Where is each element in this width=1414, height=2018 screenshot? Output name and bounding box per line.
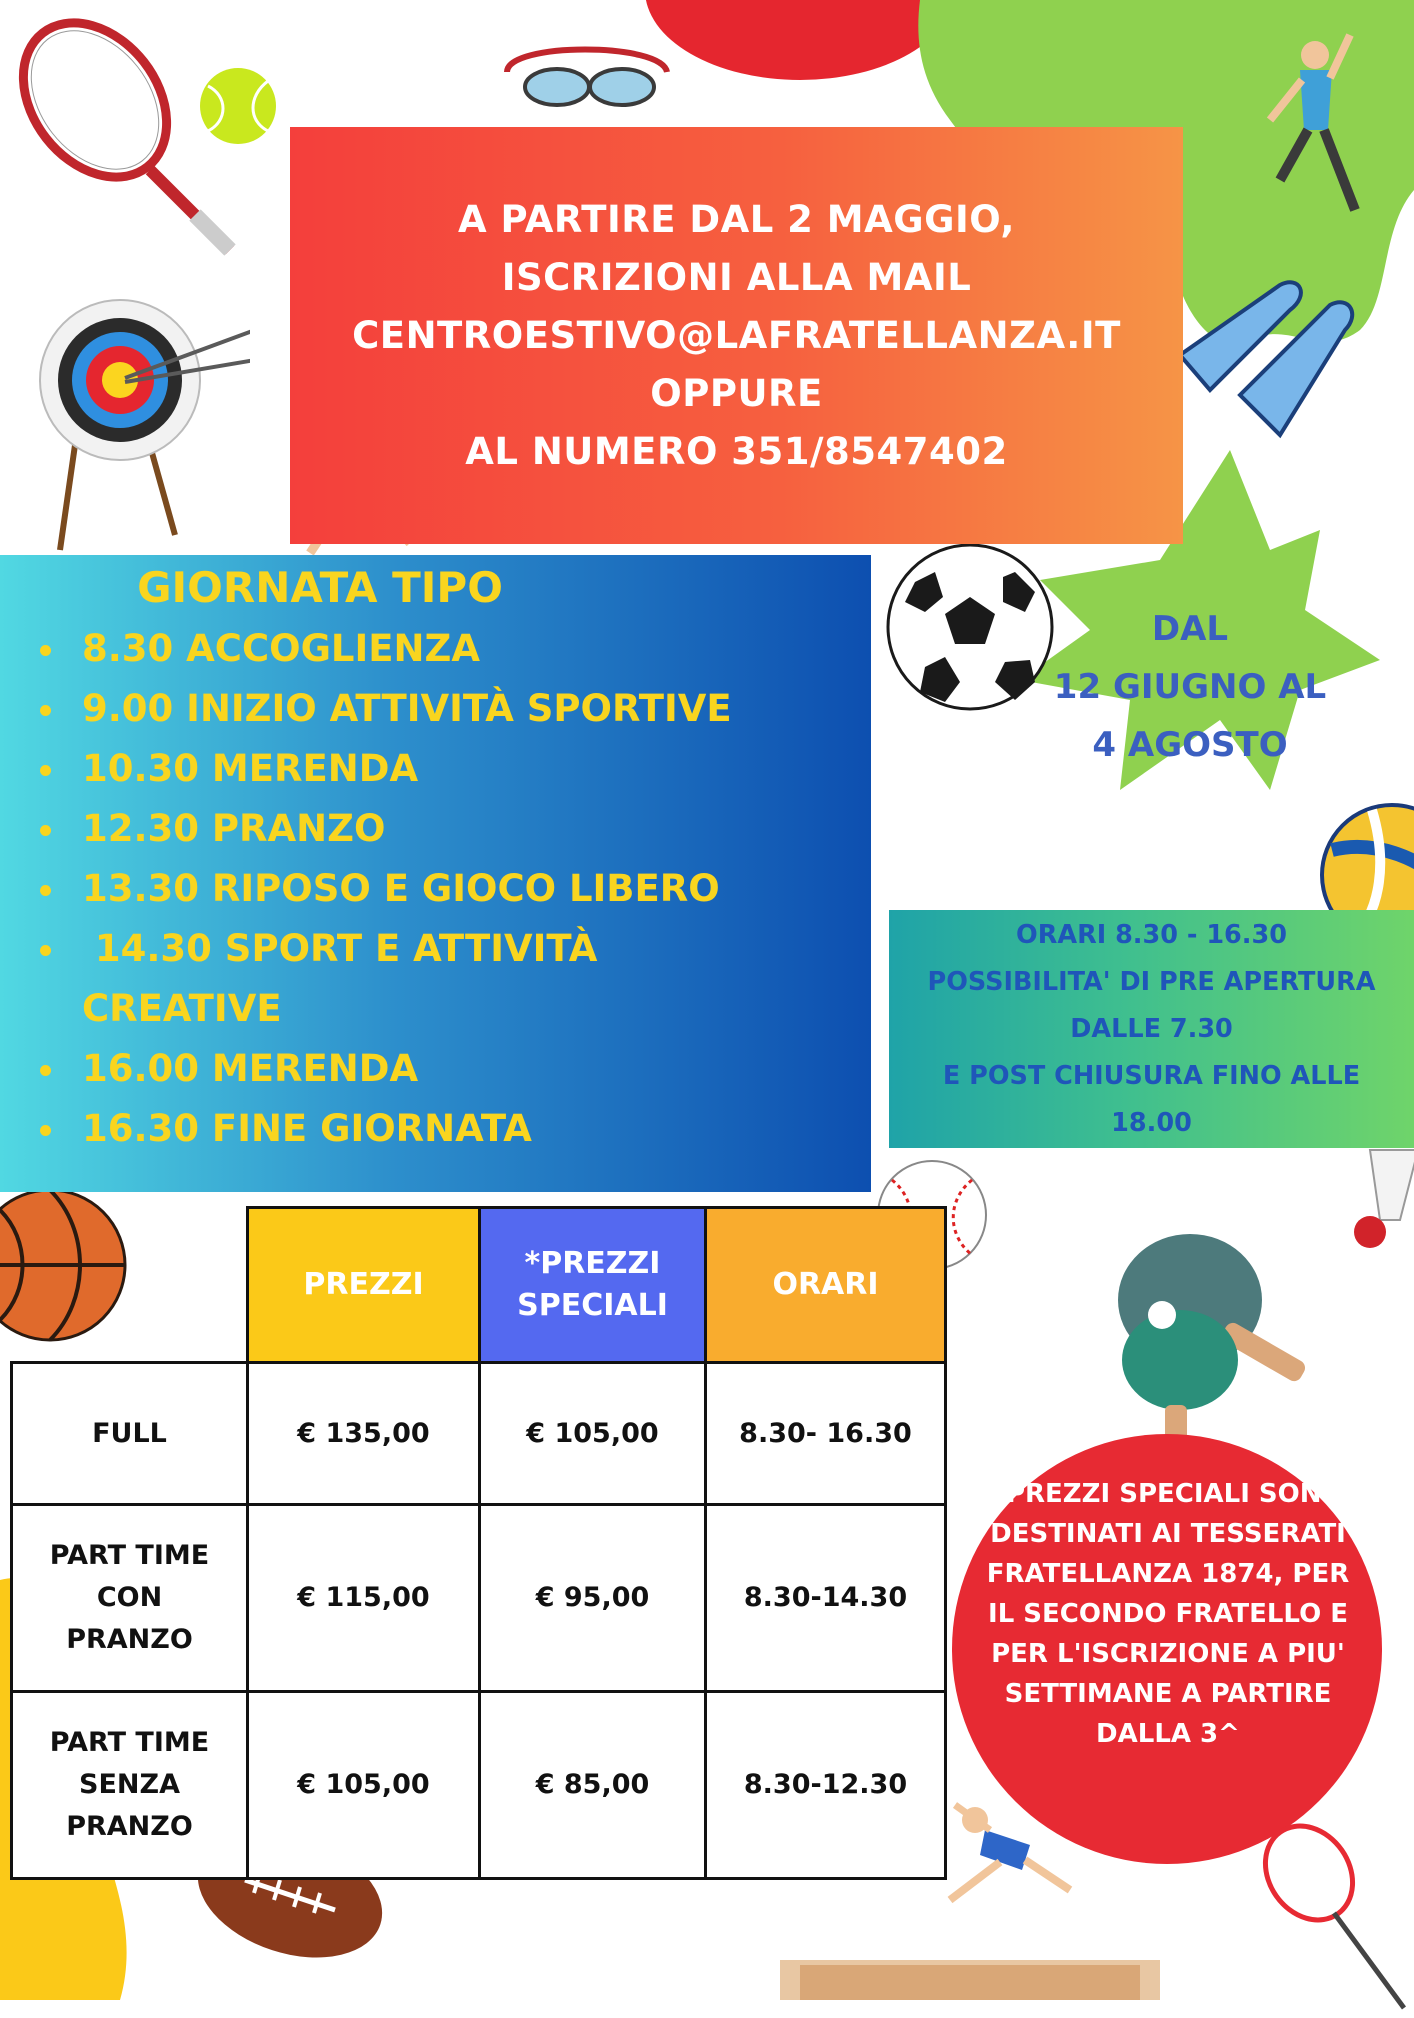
header-prices: PREZZI [248,1208,480,1363]
header-special-prices [480,1208,706,1363]
row-price: € 115,00 [248,1505,480,1692]
row-label-text: PART TIME SENZA PRANZO [49,1727,210,1842]
registration-email-link[interactable]: CENTROESTIVO@LAFRATELLANZA.IT [352,313,1121,357]
hours-info-box [889,910,1414,1148]
shuttlecock-icon [1340,1140,1414,1260]
ping-pong-paddle-icon [1110,1230,1330,1470]
dates-line-start: 12 GIUGNO AL [1053,667,1327,707]
hours-line: DALLE 7.30 [1070,1013,1233,1044]
registration-line-mail-label: ISCRIZIONI ALLA MAIL [501,255,972,299]
list-item: 16.30 FINE GIORNATA [0,1099,732,1159]
tennis-ball-icon [198,66,278,146]
archery-target-icon [30,290,250,560]
registration-banner [290,127,1183,544]
row-special-price: € 95,00 [480,1505,706,1692]
row-price: € 105,00 [248,1692,480,1879]
registration-line-or: OPPURE [650,371,823,415]
list-item: 14.30 SPORT E ATTIVITÀ [0,919,732,979]
header-hours: ORARI [706,1208,946,1363]
row-special-price: € 105,00 [480,1363,706,1505]
hours-line: POSSIBILITA' DI PRE APERTURA [927,966,1376,997]
hours-line: E POST CHIUSURA FINO ALLE [942,1060,1361,1091]
row-label: FULL [12,1363,248,1505]
list-item: 8.30 ACCOGLIENZA [0,619,732,679]
table-header-row [12,1208,946,1363]
row-price: € 135,00 [248,1363,480,1505]
table-row [12,1692,946,1879]
badminton-racket-icon [1254,1818,1414,2018]
hours-line: 18.00 [1111,1107,1192,1138]
list-item: 10.30 MERENDA [0,739,732,799]
swim-goggles-icon [502,32,672,112]
table-corner-cell [12,1208,248,1363]
row-label [12,1692,248,1879]
typical-day-title: GIORNATA TIPO [137,563,503,612]
registration-phone-link[interactable]: AL NUMERO 351/8547402 [465,429,1008,473]
list-item: 9.00 INIZIO ATTIVITÀ SPORTIVE [0,679,732,739]
list-item: 16.00 MERENDA [0,1039,732,1099]
list-item: 12.30 PRANZO [0,799,732,859]
price-table [10,1206,947,1880]
registration-line-start-date: A PARTIRE DAL 2 MAGGIO, [458,197,1015,241]
typical-day-panel [0,555,871,1192]
long-jumper-icon [940,1800,1080,1910]
swim-fins-icon [1170,275,1360,455]
row-hours: 8.30- 16.30 [706,1363,946,1505]
camp-dates [1010,600,1370,774]
row-hours: 8.30-14.30 [706,1505,946,1692]
special-price-note: *PREZZI SPECIALI SONO DESTINATI AI TESSERATI FRATELLANZA 1874, PER IL SECONDO FRATELLO E PER L'ISCRIZIONE A PIU' SETTIMANE A PARTIRE DALLA 3^ [986,1479,1350,1749]
header-special-prices-label: *PREZZI SPECIALI [517,1246,668,1323]
dates-line-end: 4 AGOSTO [1092,725,1288,765]
list-item-continuation: CREATIVE [82,987,282,1030]
row-hours: 8.30-12.30 [706,1692,946,1879]
table-row [12,1363,946,1505]
climber-icon [1240,30,1380,230]
list-item: 13.30 RIPOSO E GIOCO LIBERO [0,859,732,919]
row-label [12,1505,248,1692]
typical-day-list [0,619,732,1159]
row-label-text: PART TIME CON PRANZO [49,1540,210,1655]
dates-line-from: DAL [1151,609,1229,649]
table-row [12,1505,946,1692]
hours-line: ORARI 8.30 - 16.30 [1016,919,1287,950]
row-special-price: € 85,00 [480,1692,706,1879]
